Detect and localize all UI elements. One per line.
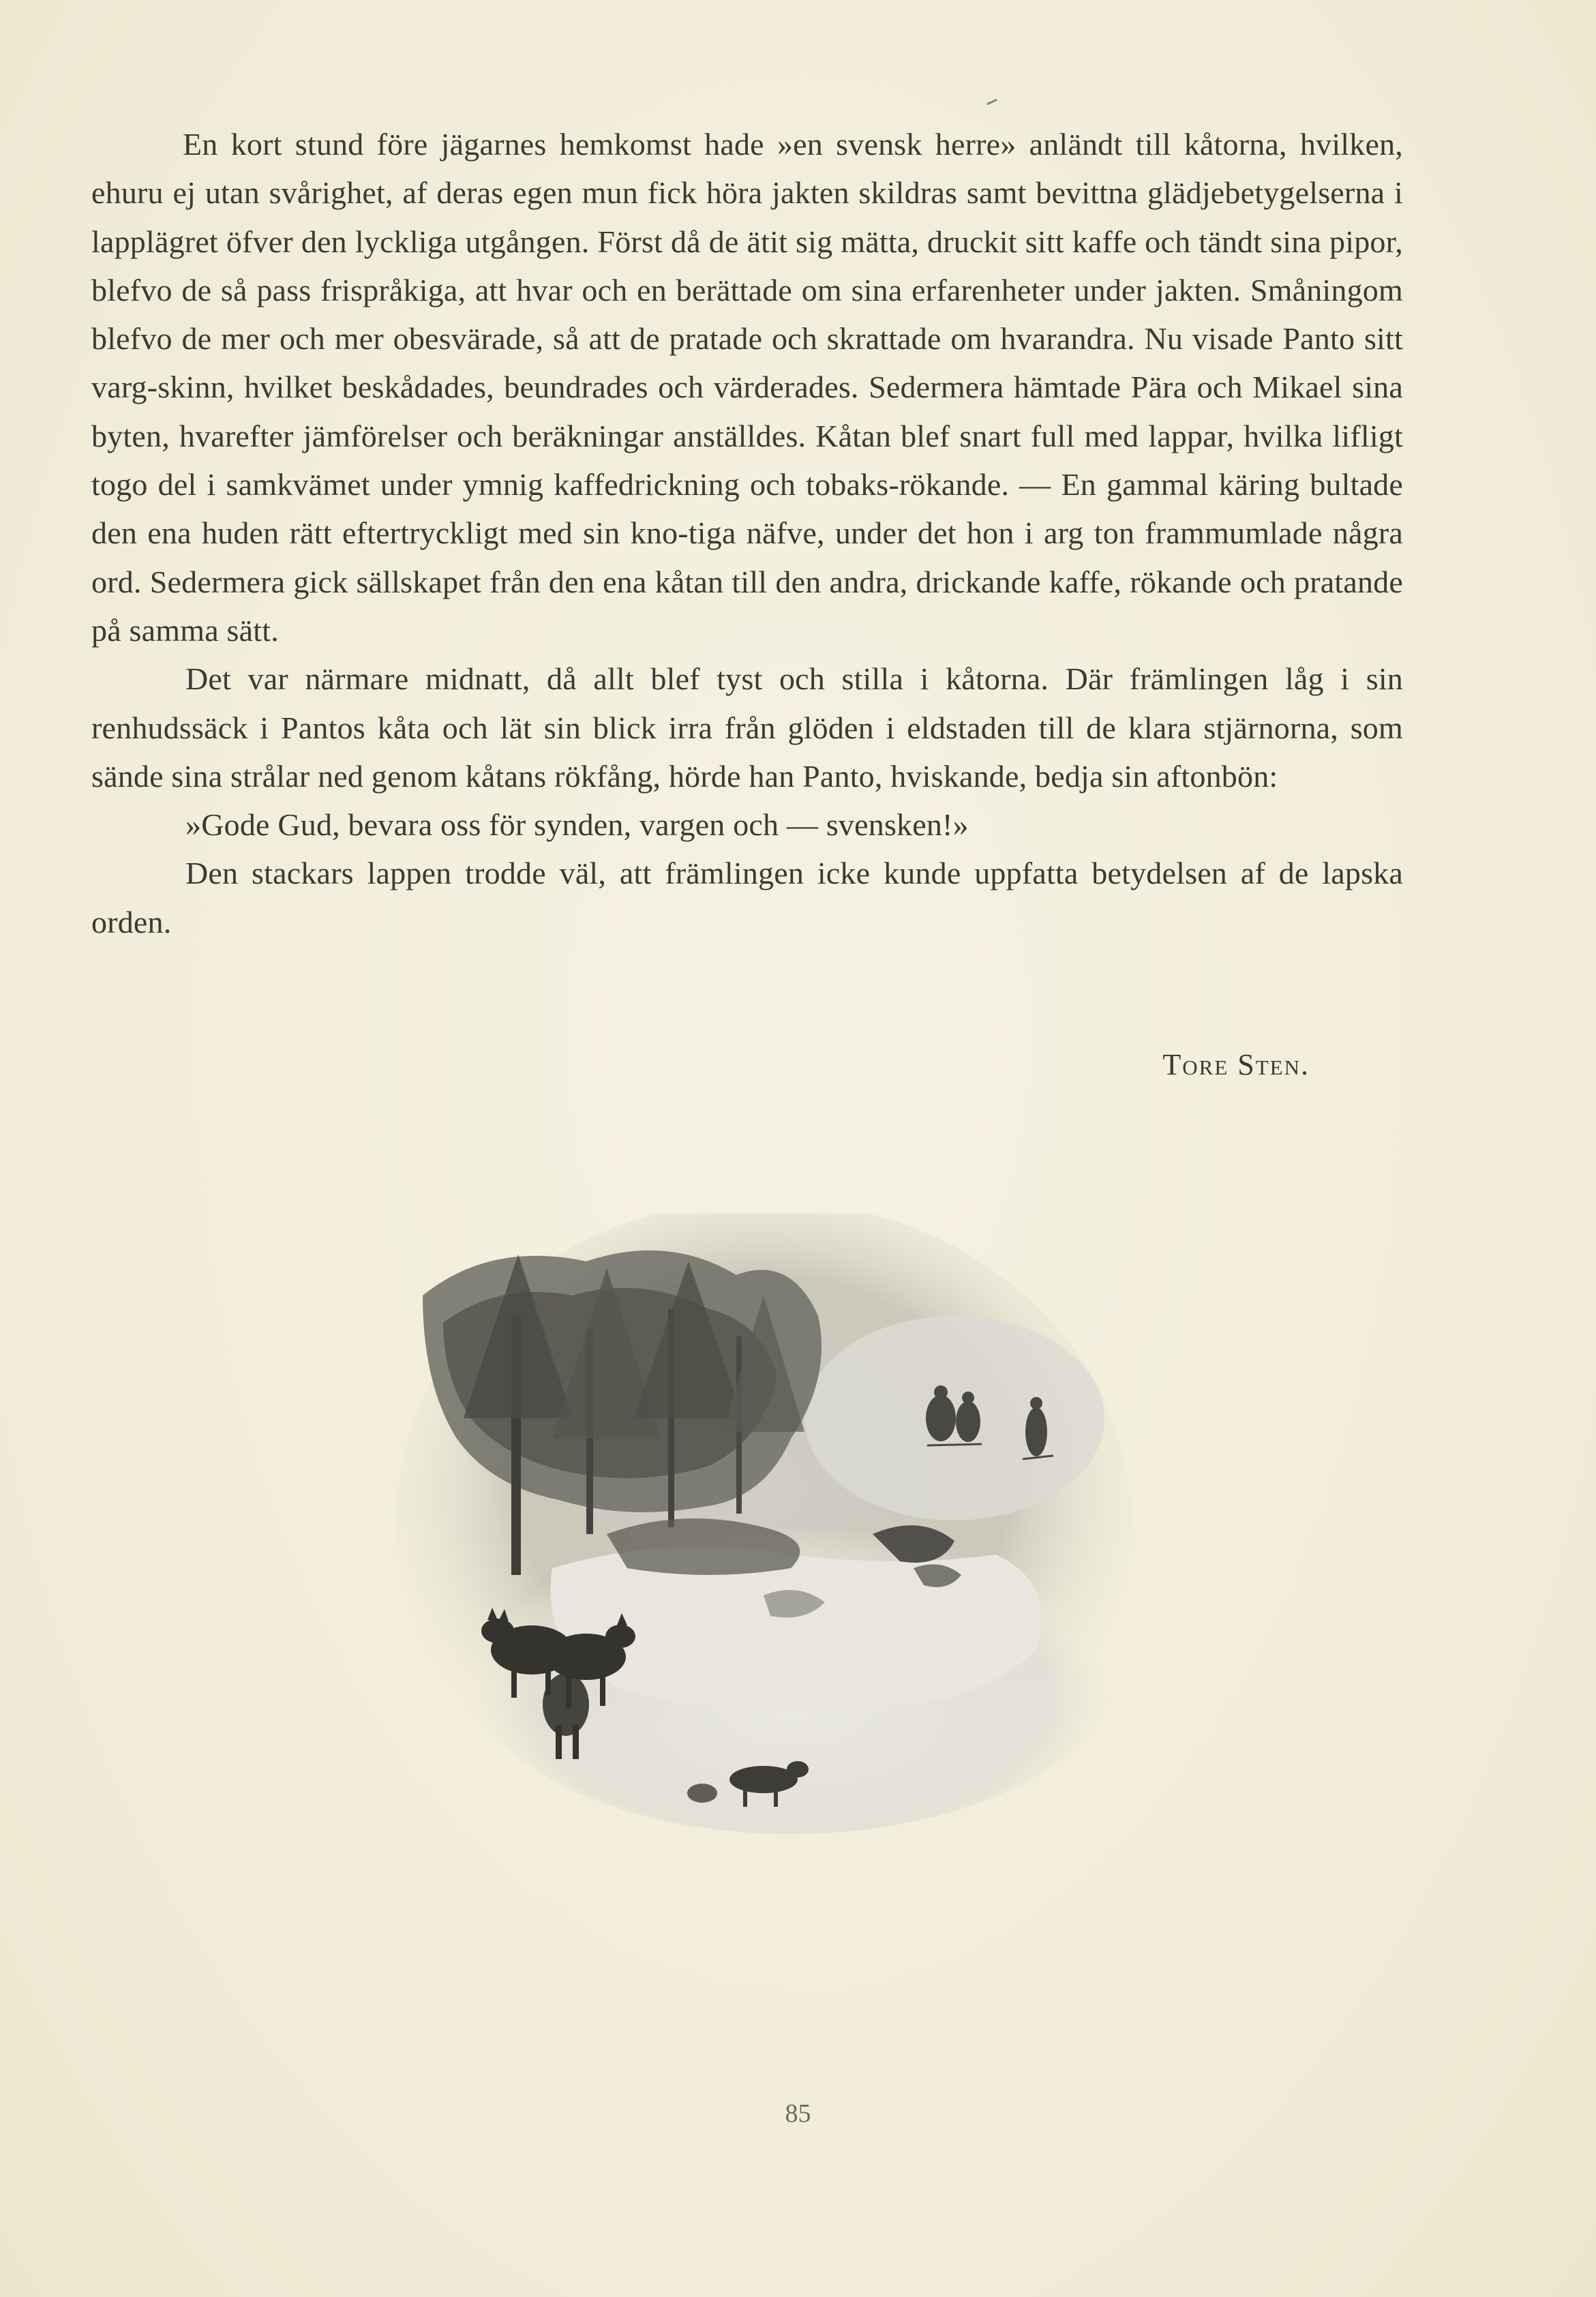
paragraph-3: »Gode Gud, bevara oss för synden, vargen och — svensken!»: [185, 807, 969, 843]
page-number: 85: [785, 2099, 811, 2128]
body-text: [91, 120, 1403, 946]
winter-wolves-illustration: [382, 1214, 1145, 1868]
print-mark: [987, 99, 997, 105]
paragraph-4: Den stackars lappen trodde väl, att främlingen icke kunde uppfatta betydelsen af de lapska orden.: [91, 856, 1403, 940]
paragraph-1: En kort stund före jägarnes hemkomst hade »en svensk herre» anländt till kåtorna, hvilken, ehuru ej utan svårighet, af deras egen mun fick höra jakten skildras samt bevittna glädjebetygelserna i lapplägret öfver den lyckliga utgången. Först då de ätit sig mätta, druckit sitt kaffe och tändt sina pipor, blefvo de så pass frispråkiga, att hvar och en berättade om sina erfarenheter under jakten. Småningom blefvo de mer och mer obesvärade, så att de pratade och skrattade om hvarandra. Nu visade Panto sitt varg-skinn, hvilket beskådades, beundrades och värderades. Sedermera hämtade Pära och Mikael sina byten, hvarefter jämförelser och beräkningar anställdes. Kåtan blef snart full med lappar, hvilka lifligt togo del i samkvämet under ymnig kaffedrickning och tobaks-rökande. — En gammal käring bultade den ena huden rätt eftertryckligt med sin kno-tiga näfve, under det hon i arg ton frammumlade några ord. Sedermera gick sällskapet från den ena kåtan till den andra, drickande kaffe, rökande och pratande på samma sätt.: [91, 127, 1403, 648]
author-signature: Tore Sten.: [1162, 1048, 1310, 1081]
paragraph-2: Det var närmare midnatt, då allt blef tyst och stilla i kåtorna. Där främlingen låg i sin renhudssäck i Pantos kåta och lät sin blick irra från glöden i eldstaden till de klara stjärnorna, som sände sina strålar ned genom kåtans rökfång, hörde han Panto, hviskande, bedja sin aftonbön:: [91, 661, 1403, 794]
